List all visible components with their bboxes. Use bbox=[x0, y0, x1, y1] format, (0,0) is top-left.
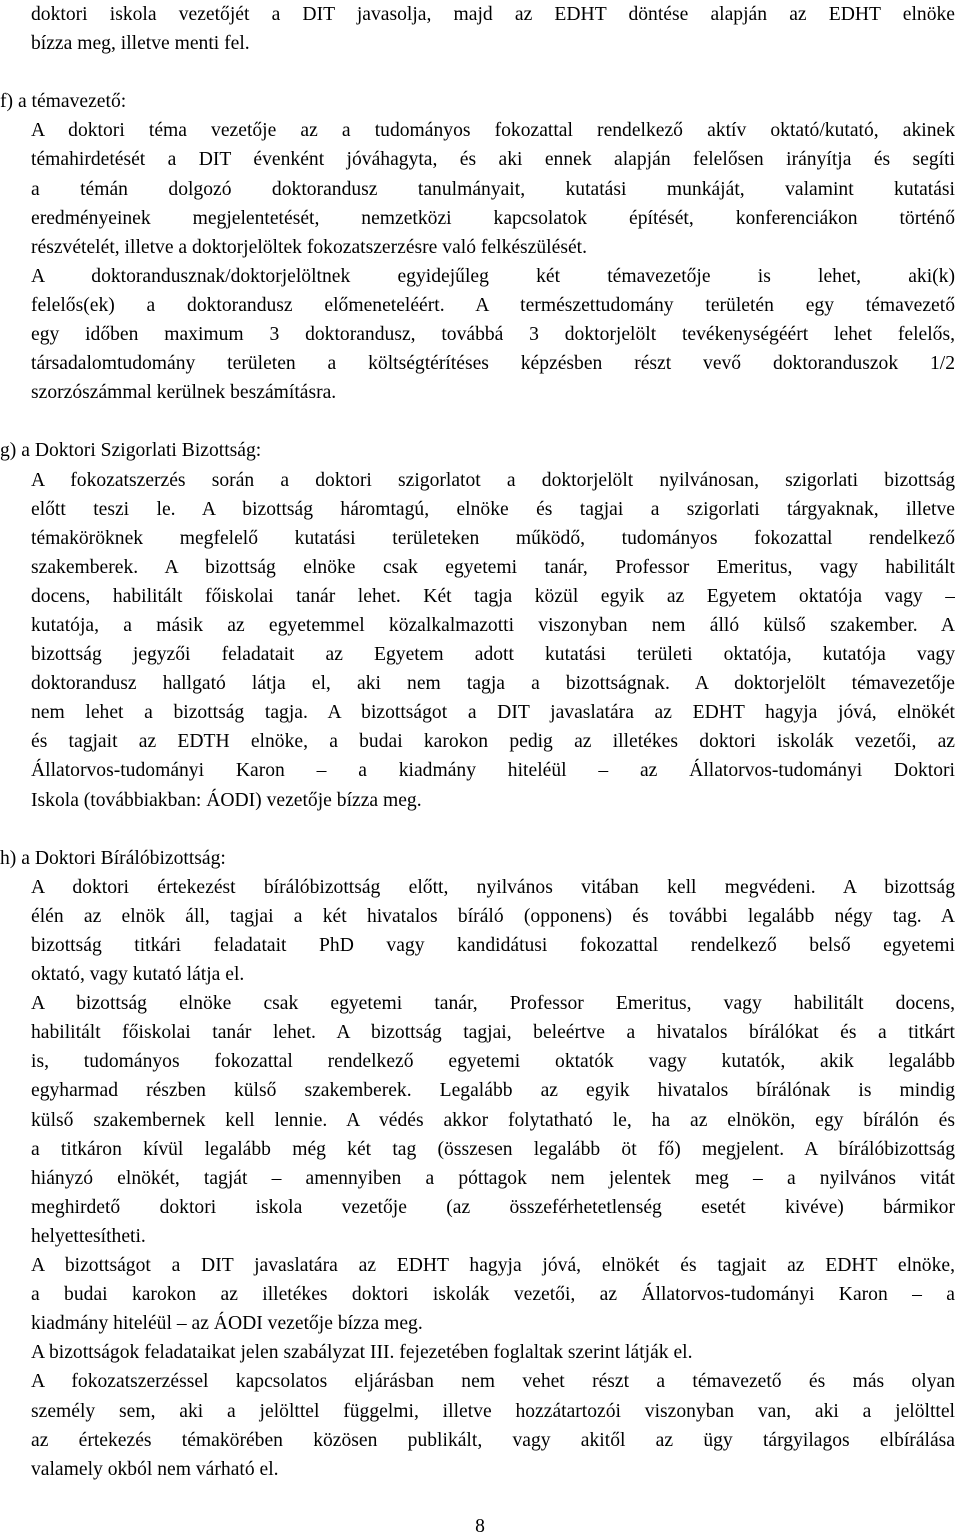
text-line: eredményeinek megjelentetését, nemzetközi kapcsolatok építését, konferenciákon történő bbox=[31, 207, 955, 229]
text-line: hiányzó elnökét, tagját – amennyiben a póttagok nem jelentek meg – a nyilvános vitát bbox=[31, 1167, 955, 1189]
text-line: személy sem, aki a jelölttel függelmi, illetve hozzátartozói viszonyban van, aki a jelölttel bbox=[31, 1400, 955, 1422]
text-line: részvételét, illetve a doktorjelöltek fokozatszerzésre való felkészülését. bbox=[31, 236, 587, 258]
text-line: bízza meg, illetve menti fel. bbox=[31, 33, 250, 55]
section-block bbox=[0, 436, 955, 814]
paragraph-gap bbox=[31, 407, 955, 436]
text-line: kutatója, a másik az egyetemmel közalkalmazotti viszonyban nem álló külső szakember. A bbox=[31, 614, 955, 636]
text-line: A doktori értekezést bírálóbizottság előtt, nyilvános vitában kell megvédeni. A bizottság bbox=[31, 876, 955, 898]
text-line: egyharmad részben külső szakemberek. Legalább az egyik hivatalos bírálónak is mindig bbox=[31, 1080, 955, 1102]
text-line: Állatorvos-tudományi Karon – a kiadmány hiteléül – az Állatorvos-tudományi Doktori bbox=[31, 760, 955, 782]
text-line: A bizottság elnöke csak egyetemi tanár, Professor Emeritus, vagy habilitált docens, bbox=[31, 993, 955, 1015]
text-line: egy időben maximum 3 doktorandusz, továbbá 3 doktorjelölt tevékenységéért lehet felelős, bbox=[31, 324, 955, 346]
text-line: témahirdetését a DIT évenként jóváhagyta, és aki ennek alapján felelősen irányítja és segíti bbox=[31, 149, 955, 171]
text-line: habilitált főiskolai tanár lehet. A bizottság tagjai, beleértve a hivatalos bírálókat és a titkárt bbox=[31, 1022, 955, 1044]
text-line: A fokozatszerzéssel kapcsolatos eljárásban nem vehet részt a témavezető és más olyan bbox=[31, 1371, 955, 1393]
text-line: témaköröknek megfelelő kutatási területeken működő, tudományos fokozattal rendelkező bbox=[31, 527, 955, 549]
text-line: bizottság titkári feladatait PhD vagy kandidátusi fokozattal rendelkező belső egyetemi bbox=[31, 935, 955, 956]
text-line: Iskola (továbbiakban: ÁODI) vezetője bízza meg. bbox=[31, 789, 422, 811]
text-line: A bizottságot a DIT javaslatára az EDHT hagyja jóvá, elnökét és tagjait az EDHT elnöke, bbox=[31, 1255, 955, 1277]
text-line: felelős(ek) a doktorandusz előmeneteléért. A természettudomány területén egy témavezető bbox=[31, 294, 955, 316]
text-line: az értekezés témakörében közösen publikált, vagy akitől az ügy tárgyilagos elbírálása bbox=[31, 1429, 955, 1451]
text-line: bizottság jegyzői feladatait az Egyetem adott kutatási területi oktatója, kutatója vagy bbox=[31, 644, 955, 666]
text-line: A doktorandusznak/doktorjelöltnek egyidejűleg két témavezetője is lehet, aki(k) bbox=[31, 265, 955, 287]
text-line: külső szakembernek kell lennie. A védés akkor folytatható le, ha az elnökön, egy bírálón és bbox=[31, 1109, 955, 1131]
text-line: meghirdető doktori iskola vezetője (az összeférhetetlenség esetét kivéve) bármikor bbox=[31, 1196, 955, 1218]
paragraph-gap bbox=[31, 58, 955, 87]
sections bbox=[0, 58, 955, 1484]
text-line: A fokozatszerzés során a doktori szigorlatot a doktorjelölt nyilvánosan, szigorlati bizottság bbox=[31, 469, 955, 491]
page-number: 8 bbox=[475, 1516, 485, 1537]
text-line: élén az elnök áll, tagjai a két hivatalos bíráló (opponens) és további legalább négy tag. A bbox=[31, 905, 955, 927]
text-line: szakemberek. A bizottság elnöke csak egyetemi tanár, Professor Emeritus, vagy habilitált bbox=[31, 556, 955, 578]
text-line: nem lehet a bizottság tagja. A bizottságot a DIT javaslatára az EDHT hagyja jóvá, elnökét bbox=[31, 702, 955, 724]
section-block bbox=[0, 844, 955, 1484]
paragraph-gap bbox=[31, 815, 955, 844]
text-line: a budai karokon az illetékes doktori iskolák vezetői, az Állatorvos-tudományi Karon – a bbox=[31, 1284, 955, 1306]
text-line: szorzószámmal kerülnek beszámításra. bbox=[31, 382, 337, 404]
text-line: helyettesítheti. bbox=[31, 1225, 146, 1247]
text-line: társadalomtudomány területen a költségtérítéses képzésben részt vevő doktoranduszok 1/2 bbox=[31, 353, 955, 375]
text-line: doktori iskola vezetőjét a DIT javasolja, majd az EDHT döntése alapján az EDHT elnöke bbox=[31, 4, 955, 25]
text-line: a témán dolgozó doktorandusz tanulmányait, kutatási munkáját, valamint kutatási bbox=[31, 178, 955, 200]
text-line: kiadmány hiteléül – az ÁODI vezetője bízza meg. bbox=[31, 1313, 423, 1335]
text-line: A doktori téma vezetője az a tudományos fokozattal rendelkező aktív oktató/kutató, akinek bbox=[31, 120, 955, 142]
text-line: docens, habilitált főiskolai tanár lehet. Két tagja közül egyik az Egyetem oktatója vagy – bbox=[31, 585, 955, 607]
text-line: előtt teszi le. A bizottság háromtagú, elnöke és tagjai a szigorlati tárgyaknak, illetve bbox=[31, 498, 955, 520]
section-heading: g) a Doktori Szigorlati Bizottság: bbox=[0, 440, 262, 462]
section-heading: h) a Doktori Bírálóbizottság: bbox=[0, 847, 226, 869]
text-line: doktorandusz hallgató látja el, aki nem tagja a bizottságnak. A doktorjelölt témavezetője bbox=[31, 673, 955, 695]
text-line: is, tudományos fokozattal rendelkező egyetemi oktatók vagy kutatók, akik legalább bbox=[31, 1051, 955, 1073]
section-heading: f) a témavezető: bbox=[0, 91, 127, 113]
text-line: a titkáron kívül legalább még két tag (összesen legalább öt fő) megjelent. A bírálóbizottság bbox=[31, 1138, 955, 1160]
text-line: A bizottságok feladataikat jelen szabályzat III. fejezetében foglaltak szerint látják el. bbox=[31, 1342, 693, 1364]
intro-paragraph bbox=[31, 0, 955, 58]
text-line: és tagjait az EDTH elnöke, a budai karokon pedig az illetékes doktori iskolák vezetői, az bbox=[31, 731, 955, 753]
section-block bbox=[0, 87, 955, 407]
text-line: oktató, vagy kutató látja el. bbox=[31, 964, 245, 986]
text-line: valamely okból nem várható el. bbox=[31, 1458, 279, 1480]
